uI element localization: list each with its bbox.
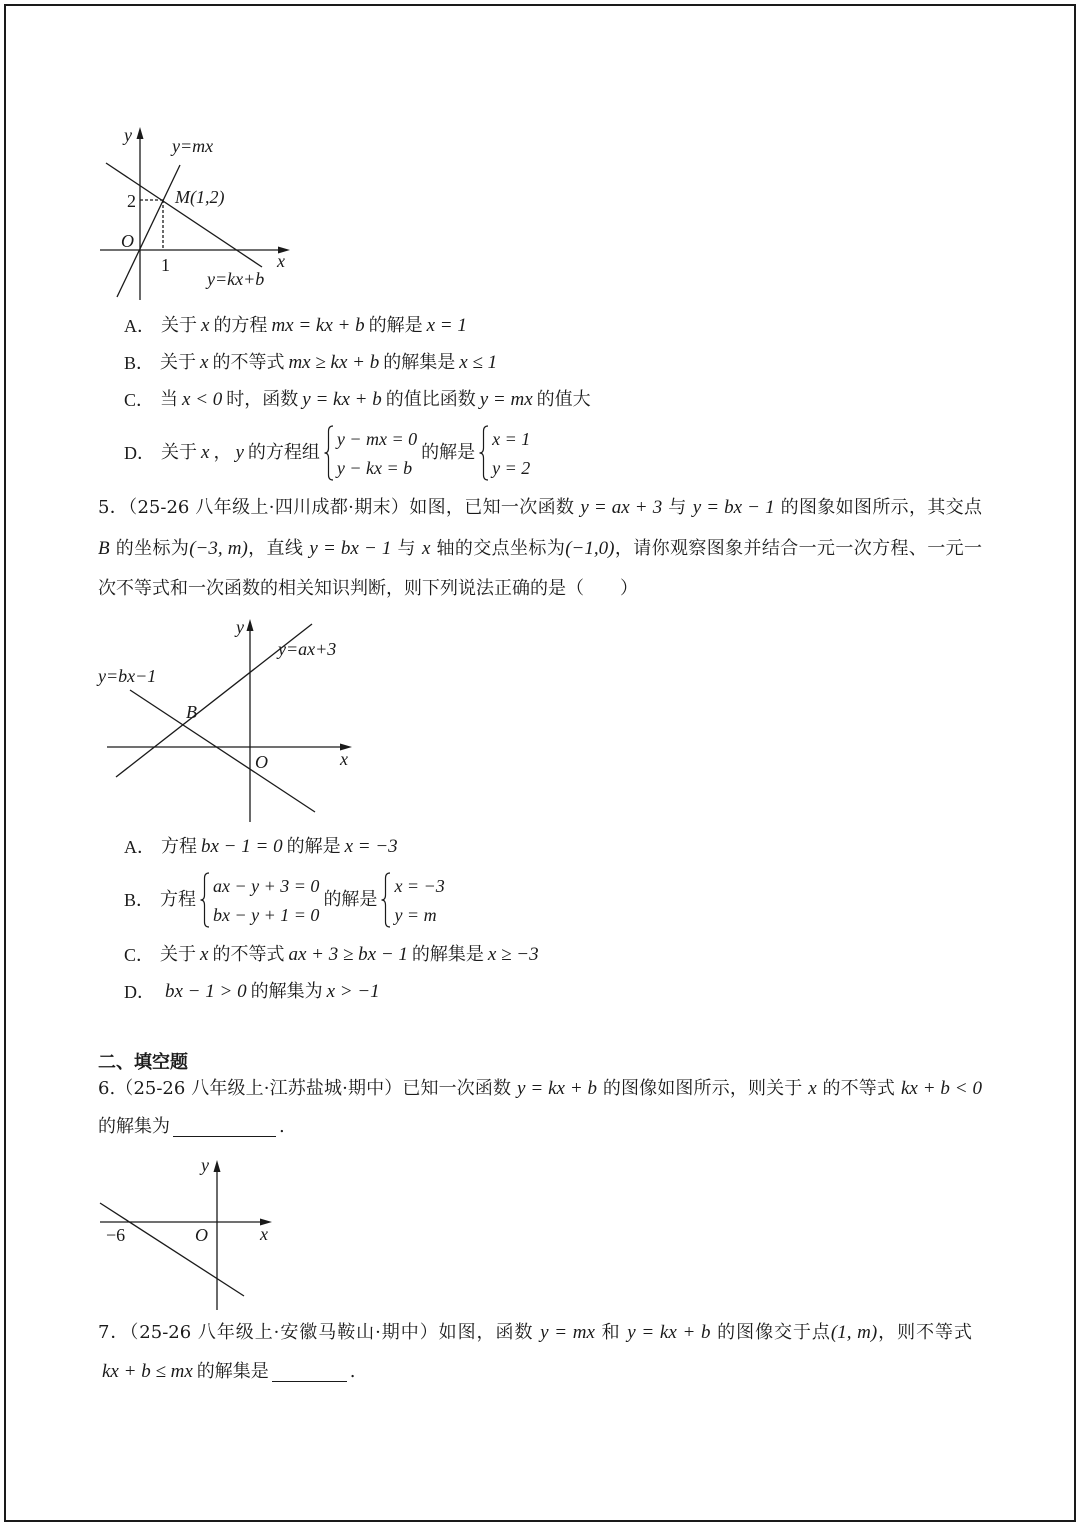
- q4-option-d: [124, 425, 534, 481]
- math-expression: bx − 1 = 0: [201, 836, 283, 857]
- option-text: 的不等式: [212, 944, 285, 965]
- math-expression: x: [808, 1078, 817, 1099]
- stem-text: .: [279, 1116, 285, 1137]
- line-y-kx-b: [100, 1203, 244, 1296]
- system-rows: [213, 876, 319, 925]
- option-text: 的解是: [286, 836, 341, 857]
- tick-label-y: 2: [127, 191, 136, 211]
- math-expression: B: [98, 538, 110, 559]
- q5-option-c: [124, 945, 543, 965]
- math-expression: y = kx + b: [302, 389, 382, 410]
- math-expression: y = kx + b: [517, 1078, 598, 1099]
- option-label: B．: [124, 890, 155, 910]
- math-expression: y = kx + b: [627, 1322, 711, 1343]
- q6-stem-line-1: [98, 1079, 982, 1099]
- origin-label: O: [195, 1225, 208, 1245]
- stem-text: ，直线: [247, 538, 310, 559]
- stem-text: 的坐标为: [109, 538, 190, 559]
- option-text: 的值大: [536, 389, 591, 410]
- system-rows: [492, 429, 530, 478]
- option-text: 的解是: [421, 442, 476, 463]
- option-label: B．: [124, 353, 155, 373]
- q5-stem-line-3: [98, 579, 638, 599]
- stem-text: 轴的交点坐标为: [430, 538, 566, 559]
- math-expression: x ≤ 1: [459, 352, 498, 373]
- point-label-m: M(1,2): [175, 187, 225, 207]
- section-heading: 二、填空题: [98, 1052, 188, 1073]
- stem-text: 的图像交于点: [710, 1322, 831, 1343]
- math-expression: x: [201, 442, 210, 463]
- stem-text: 的图像如图所示，则关于: [597, 1078, 809, 1099]
- solution-system: [479, 425, 530, 481]
- stem-text: 7．（25-26 八年级上·安徽马鞍山·期中）如图，函数: [98, 1322, 541, 1343]
- option-text: 的解集为: [250, 981, 323, 1002]
- stem-text: 的图象如图所示，其交点: [774, 497, 983, 518]
- option-text: 的不等式: [212, 352, 285, 373]
- option-text: 的解集是: [411, 944, 484, 965]
- stem-text: 的不等式: [816, 1078, 901, 1099]
- q5-option-d: [124, 982, 384, 1002]
- line-label-bx1: y=bx−1: [98, 666, 157, 686]
- math-expression: x = 1: [426, 315, 467, 336]
- figure-q6-graph: [95, 1152, 280, 1314]
- system-equation: ax − y + 3 = 0: [213, 875, 320, 896]
- stem-text: 与: [391, 538, 423, 559]
- option-text: 的值比函数: [385, 389, 476, 410]
- math-expression: y: [235, 442, 244, 463]
- left-brace-icon: [381, 872, 391, 928]
- option-text: 的解是: [368, 315, 423, 336]
- solution-system: [381, 872, 444, 928]
- stem-text: 6.（25-26 八年级上·江苏盐城·期中）已知一次函数: [98, 1078, 518, 1099]
- answer-blank: [173, 1118, 276, 1137]
- option-text: 关于: [161, 442, 197, 463]
- option-text: 方程: [161, 836, 197, 857]
- x-axis-label: x: [340, 749, 348, 769]
- answer-blank: [272, 1363, 347, 1382]
- q5-stem-line-1: [98, 498, 982, 518]
- x-intercept-label: −6: [106, 1225, 126, 1245]
- math-expression: x = −3: [344, 836, 398, 857]
- option-text: 方程: [160, 889, 197, 910]
- system-equation: x = −3: [394, 875, 445, 896]
- option-text: 关于: [161, 315, 197, 336]
- q6-stem-line-2: [98, 1117, 285, 1137]
- option-text: 的解是: [323, 889, 378, 910]
- system-equation: y − mx = 0: [336, 428, 418, 449]
- stem-text: ，则不等式: [877, 1322, 972, 1343]
- q4-option-b: [124, 353, 501, 373]
- system-equation: y − kx = b: [336, 457, 413, 478]
- math-expression: x > −1: [326, 981, 380, 1002]
- left-brace-icon: [200, 872, 210, 928]
- system-equation: y = 2: [492, 457, 531, 478]
- stem-text: .: [349, 1361, 356, 1382]
- stem-text: 5．（25-26 八年级上·四川成都·期末）如图，已知一次函数: [98, 497, 581, 518]
- math-expression: mx = kx + b: [271, 315, 365, 336]
- option-text: 的解集是: [383, 352, 456, 373]
- equation-system: [200, 872, 319, 928]
- option-text: 的方程: [213, 315, 268, 336]
- option-text: 关于: [160, 944, 197, 965]
- math-expression: ax + 3 ≥ bx − 1: [288, 944, 408, 965]
- stem-text: 与: [662, 497, 693, 518]
- y-axis-arrow-icon: [214, 1160, 221, 1172]
- left-brace-icon: [324, 425, 334, 481]
- line-label-kxb: y=kx+b: [207, 269, 265, 289]
- option-text: 当: [160, 389, 179, 410]
- system-equation: x = 1: [492, 428, 531, 449]
- math-expression: y = mx: [540, 1322, 595, 1343]
- option-label: D．: [124, 443, 155, 463]
- option-text: 关于: [160, 352, 197, 373]
- math-expression: y = bx − 1: [309, 538, 392, 559]
- line-label-mx: y=mx: [172, 136, 214, 156]
- math-expression: x < 0: [182, 389, 223, 410]
- stem-text: 的解集是: [196, 1361, 269, 1382]
- x-axis-label: x: [277, 251, 285, 271]
- line-y-bx-1: [130, 690, 315, 812]
- math-expression: y = ax + 3: [580, 497, 663, 518]
- math-expression: x: [200, 352, 209, 373]
- line-y-kx-b: [106, 163, 262, 267]
- q7-stem-line-2: [98, 1362, 356, 1382]
- math-expression: x: [200, 944, 209, 965]
- option-label: C．: [124, 945, 155, 965]
- stem-text: 次不等式和一次函数的相关知识判断，则下列说法正确的是（ ）: [98, 578, 638, 599]
- math-expression: (1, m): [830, 1322, 878, 1343]
- y-axis-label: y: [201, 1155, 209, 1175]
- system-equation: y = m: [394, 904, 437, 925]
- option-label: D．: [124, 982, 155, 1002]
- option-label: C．: [124, 390, 155, 410]
- x-axis-label: x: [260, 1224, 268, 1244]
- y-axis-arrow-icon: [137, 127, 144, 139]
- math-expression: (−1,0): [565, 538, 615, 559]
- math-expression: x ≥ −3: [487, 944, 539, 965]
- q7-stem-line-1: [98, 1323, 972, 1343]
- q4-option-a: [124, 316, 471, 336]
- math-expression: mx ≥ kx + b: [288, 352, 380, 373]
- system-rows: [394, 876, 444, 925]
- math-expression: kx + b < 0: [900, 1078, 982, 1099]
- figure-q4-graph: [90, 118, 300, 305]
- line-label-ax3: y=ax+3: [278, 639, 337, 659]
- stem-text: 的解集为: [98, 1116, 170, 1137]
- equation-system: [324, 425, 417, 481]
- option-label: A．: [124, 316, 155, 336]
- option-text: 的方程组: [247, 442, 320, 463]
- y-axis-label: y: [124, 125, 132, 145]
- math-expression: y = bx − 1: [692, 497, 775, 518]
- point-label-b: B: [186, 702, 197, 722]
- q4-option-c: [124, 390, 591, 410]
- math-expression: (−3, m): [189, 538, 248, 559]
- system-rows: [337, 429, 417, 478]
- math-expression: x: [422, 538, 431, 559]
- figure-q5-graph: [92, 612, 362, 827]
- option-label: A．: [124, 837, 155, 857]
- option-text: ，: [213, 442, 232, 463]
- stem-text: 和: [594, 1322, 628, 1343]
- stem-text: ，请你观察图象并结合一元一次方程、一元一: [614, 538, 982, 559]
- left-brace-icon: [479, 425, 489, 481]
- math-expression: bx − 1 > 0: [165, 981, 247, 1002]
- tick-label-x: 1: [161, 255, 170, 275]
- y-axis-arrow-icon: [247, 619, 254, 631]
- system-equation: bx − y + 1 = 0: [213, 904, 320, 925]
- math-expression: kx + b ≤ mx: [102, 1361, 193, 1382]
- q5-option-b: [124, 872, 449, 928]
- option-text: 时，函数: [226, 389, 299, 410]
- y-axis-label: y: [236, 617, 244, 637]
- origin-label: O: [255, 752, 268, 772]
- q5-option-a: [124, 837, 402, 857]
- math-expression: x: [201, 315, 210, 336]
- origin-label: O: [121, 231, 134, 251]
- q5-stem-line-2: [98, 539, 982, 559]
- math-expression: y = mx: [479, 389, 533, 410]
